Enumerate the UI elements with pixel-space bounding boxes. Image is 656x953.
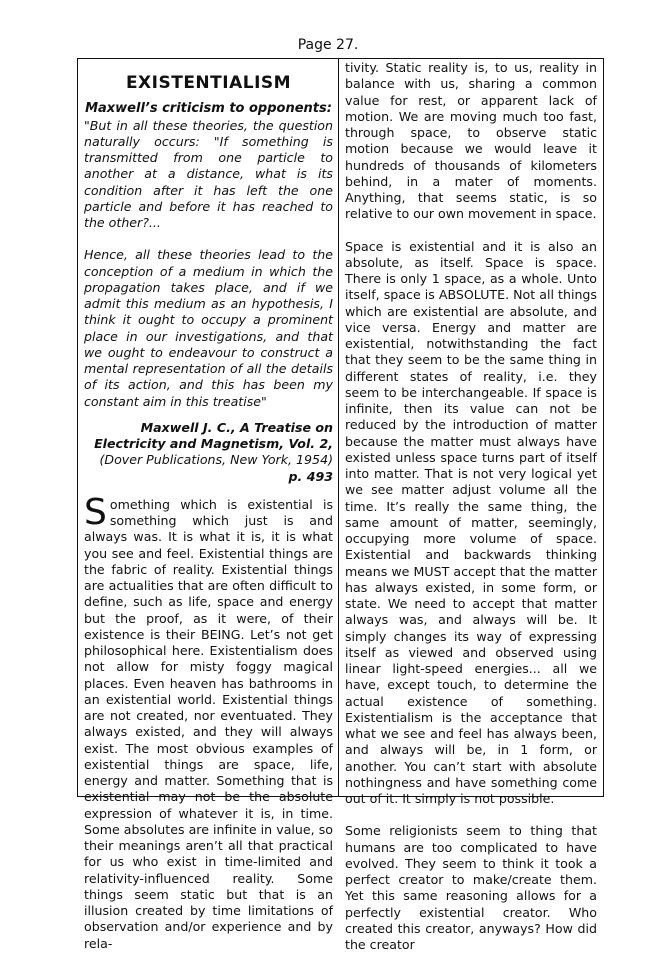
body-paragraph [84, 491, 333, 952]
body-text: omething which is existential is something which just is and always was. It is what it is, it is what you see and feel. Existential things are the fabric of reality. Existential things are actualities that are often difficult to define, such as life, space and energy but the proof, as it were, of their existence is their BEING. Let’s not get philosophical here. Existentialism does not allow for misty foggy magical places. Even heaven has bathrooms in an existential world. Existential things are not created, nor eventuated. They always existed, and they will always exist. The most obvious examples of existential things are space, life, energy and matter. Something that is existential may not be the absolute expression of whatever it is, in time. Some absolutes are infinite in value, so their meanings aren’t all that practical for us who exist in time-limited and relativity-influenced reality. Some things seem static but that is an illusion created by time limitations of observation and/or experience and by rela- [84, 496, 333, 951]
citation-line-2: Electricity and Magnetism, Vol. 2, [94, 436, 333, 451]
column-divider [338, 58, 339, 796]
spacer [84, 231, 333, 247]
right-paragraph-1: tivity. Static reality is, to us, reality in balance with us, sharing a common value for rest, or apparent lack of motion. We are moving much too fast, through space, to observe static motion because we would leave it hundreds of thousands of kilometers behind, in a mater of moments. Anything, that seems static, is so relative to our own movement in space. [345, 60, 597, 222]
right-paragraph-3: Some religionists seem to thing that humans are too complicated to have evolved. They seem to think it took a perfect creator to make/create them. Yet this same reasoning allows for a perfectly existential creator. Who created this creator, anyways? How did the creator [345, 823, 597, 952]
two-column-text-frame [77, 58, 604, 952]
left-column [84, 69, 333, 952]
page-number: Page 27. [297, 37, 359, 53]
right-column [345, 60, 597, 953]
spacer [345, 223, 597, 239]
citation-line-3: (Dover Publications, New York, 1954) [99, 452, 333, 468]
spacer [345, 807, 597, 823]
right-paragraph-2: Space is existential and it is also an absolute, as itself. Space is space. There is only 1 space, as a whole. Unto itself, space is ABSOLUTE. Not all things which are existential are absolute, and vice versa. Energy and matter are existential, notwithstanding the fact that they seem to be the same thing in different states of reality, i.e. they seem to be interchangeable. If space is infinite, then its value can not be reduced by the introduction of matter because the matter must always have existed unless space turns part of itself into matter. That is not very logical yet we see matter adjust volume all the time. It’s really the same thing, the same amount of matter, seemingly, occupying more volume of space. Existential and backwards thinking means we MUST accept that the matter has always existed, in some form, or state. We need to accept that matter always was, and always will be. It simply changes its way of expressing itself as viewed and observed using linear light-speed energies... all we have, except touch, to determine the actual existence of something. Existentialism is the acceptance that what we see and feel has always been, and always will be, in 1 form, or another. You can’t start with absolute nothingness and have something come out of it. It simply is not possible. [345, 238, 597, 806]
quote-paragraph-2: Hence, all these theories lead to the conception of a medium in which the propagation takes place, and if we admit this medium as an hypothesis, I think it ought to occupy a prominent place in our investigations, and that we ought to endeavour to construct a mental representation of all the details of its action, and this has been my constant aim in this treatise" [84, 247, 333, 409]
citation-line-4: p. 493 [288, 468, 333, 484]
citation-line-1: Maxwell J. C., A Treatise on [140, 419, 333, 435]
drop-cap: S [84, 491, 107, 533]
citation [84, 420, 333, 485]
quote-heading: Maxwell’s criticism to opponents: [85, 101, 332, 117]
chapter-title: EXISTENTIALISM [125, 73, 292, 93]
quote-paragraph-1: "But in all these theories, the question naturally occurs: "If something is transmitted from one particle to another at a distance, what is its condition after it has left the one particle and before it has reached to the other?... [84, 117, 333, 230]
spacer [84, 485, 333, 497]
